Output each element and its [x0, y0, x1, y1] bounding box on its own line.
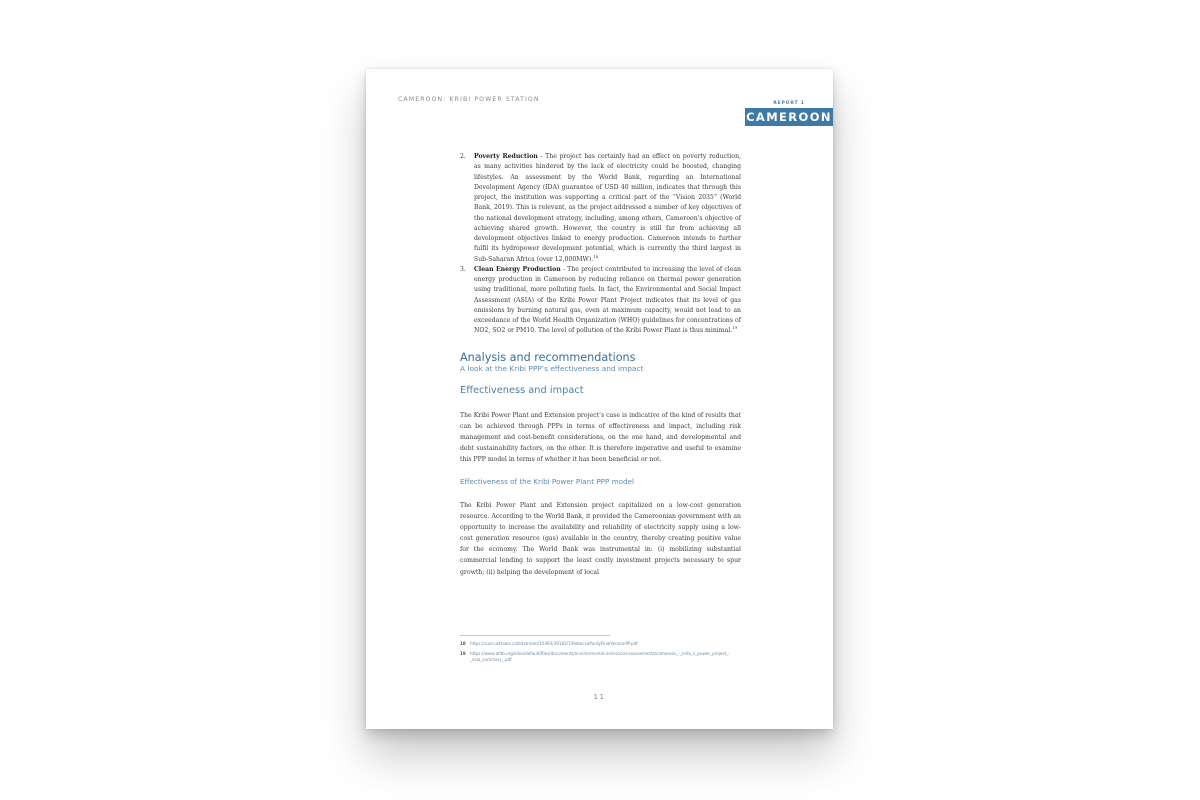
badge-country-label: CAMEROON: [746, 110, 832, 124]
footnotes: [460, 641, 740, 667]
section-heading: Analysis and recommendations: [460, 350, 636, 364]
list-item-text: - The project contributed to increasing the level of clean energy production in Cameroon by reducing reliance on thermal power generation using traditional, more polluting fuels. In fact, the Environmental and Social Impact Assessment (ASIA) of the Kribi Power Plant Project indicates that its level of gas emissions by burning natural gas, even at maximum capacity, would not lead to an exceedance of the World Health Organization (WHO) guidelines for concentrations of NO2, SO2 or PM10. The level of pollution of the Kribi Power Plant is thus minimal.: [474, 265, 742, 335]
body-paragraph: The Kribi Power Plant and Extension project capitalized on a low-cost generation resource. According to the World Bank, it provided the Cameroonian government with an opportunity to increase the availability and reliability of electricity supply using a low-cost generation resource (gas) available in the country, thereby creating positive value for the economy. The World Bank was instrumental in: (i) mobilizing substantial commercial lending to support the least costly investment projects necessary to spur growth; (ii) helping the development of local: [460, 501, 741, 576]
footnote-number: 18: [460, 641, 466, 646]
sub-subsection-heading: Effectiveness of the Kribi Power Plant PPP model: [460, 476, 634, 486]
list-item-term: Poverty Reduction: [474, 153, 538, 160]
footnote-link[interactable]: https://ruor.uottawa.ca/bitstream/10393/39182/1/RebeccaPurdyFinalVersionPP.pdf: [470, 641, 638, 646]
footnote-link[interactable]: https://www.afdb.org/sites/default/files/documents/environmental-and-social-assessments/cameroon_-_kribi_ii_power_project_-_esia_summary_.pdf: [470, 650, 730, 663]
list-item-number: 2.: [460, 153, 466, 160]
footnote-ref[interactable]: 18: [593, 253, 599, 259]
footnote-item: [460, 651, 740, 664]
badge-report-label: REPORT 1: [773, 101, 805, 106]
page-number: 11: [593, 693, 606, 701]
footnote-item: [460, 641, 740, 648]
running-header: CAMEROON: KRIBI POWER STATION: [398, 96, 540, 103]
subsection-heading: Effectiveness and impact: [460, 384, 584, 396]
footnote-ref[interactable]: 19: [732, 325, 738, 331]
list-item-number: 3.: [460, 265, 466, 273]
body-paragraph: The Kribi Power Plant and Extension project’s case is indicative of the kind of results that can be achieved through PPPs in terms of effectiveness and impact, including risk management and cost-benefit considerations, on the one hand, and developmental and debt sustainability factors, on the other. It is therefore imperative and useful to examine this PPP model in terms of whether it has been beneficial or not.: [460, 411, 741, 463]
section-subheading: A look at the Kribi PPP’s effectiveness and impact: [460, 363, 644, 373]
page-content: [460, 152, 741, 578]
list-item-term: Clean Energy Production: [474, 265, 561, 273]
document-page: [366, 69, 833, 729]
footnote-number: 19: [460, 650, 466, 656]
list-item-clean-energy: [460, 265, 741, 337]
country-badge: [745, 100, 833, 127]
footnote-divider: [460, 635, 610, 636]
list-item-text: - The project has certainly had an effect on poverty reduction, as many activities hindered by the lack of electricity could be boosted, changing lifestyles. An assessment by the World Bank, regarding an International Development Agency (IDA) guarantee of USD 40 million, indicates that through this project, the institution was supporting a critical part of the “Vision 2035” (World Bank, 2019). This is relevant, as the project addressed a number of key objectives of the national development strategy, including, among others, Cameroon's objective of achieving shared growth. However, the country is still far from achieving all development objectives linked to energy production. Cameroon intends to further fulfil its hydropower development potential, which is currently the third largest in Sub-Saharan Africa (over 12,000MW).: [474, 153, 741, 263]
list-item-poverty-reduction: [460, 152, 741, 265]
